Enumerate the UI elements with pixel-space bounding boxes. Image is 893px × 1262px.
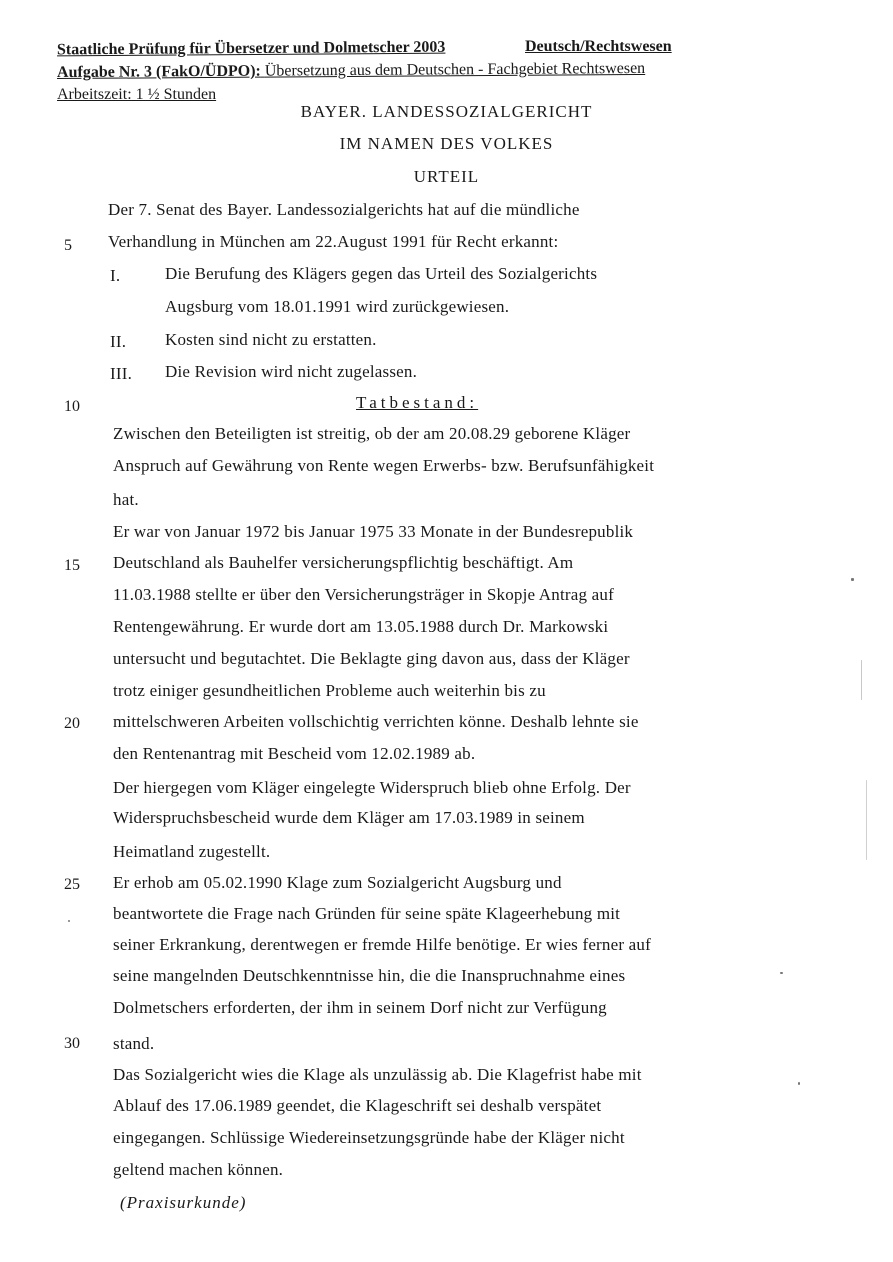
body-line: Dolmetschers erforderten, der ihm in seinem Dorf nicht zur Verfügung <box>113 998 607 1017</box>
body-line: Rentengewährung. Er wurde dort am 13.05.1988 durch Dr. Markowski <box>113 617 609 636</box>
body-line: Ablauf des 17.06.1989 geendet, die Klageschrift sei deshalb verspätet <box>113 1096 602 1115</box>
line-number: 15 <box>64 557 80 574</box>
verdict-title: URTEIL <box>413 167 480 186</box>
body-line: untersucht und begutachtet. Die Beklagte ging davon aus, dass der Kläger <box>113 649 630 668</box>
ruling-number: II. <box>110 332 127 351</box>
body-line: Heimatland zugestellt. <box>113 842 271 861</box>
body-line: Deutschland als Bauhelfer versicherungspflichtig beschäftigt. Am <box>113 553 574 572</box>
ruling-number: III. <box>110 364 133 383</box>
body-line: Zwischen den Beteiligten ist streitig, ob der am 20.08.29 geborene Kläger <box>113 424 631 443</box>
line-number: 20 <box>64 715 80 732</box>
section-heading: Tatbestand: <box>356 393 479 412</box>
scan-speck <box>866 780 867 860</box>
task-number: Aufgabe Nr. 3 (FakO/ÜDPO): <box>56 62 261 82</box>
line-number: 10 <box>64 398 80 415</box>
body-line: stand. <box>113 1034 155 1053</box>
body-line: Anspruch auf Gewährung von Rente wegen Erwerbs- bzw. Berufsunfähigkeit <box>113 456 655 475</box>
task-description: Übersetzung aus dem Deutschen - Fachgebiet Rechtswesen <box>264 59 646 80</box>
body-line: seiner Erkrankung, derentwegen er fremde Hilfe benötige. Er wies ferner auf <box>113 935 651 954</box>
scan-speck <box>861 660 862 700</box>
ruling-text: Augsburg vom 18.01.1991 wird zurückgewiesen. <box>165 297 510 316</box>
body-line: Das Sozialgericht wies die Klage als unzulässig ab. Die Klagefrist habe mit <box>113 1065 642 1084</box>
source-note: (Praxisurkunde) <box>120 1193 247 1212</box>
scan-speck <box>68 920 70 922</box>
body-line: hat. <box>113 490 139 509</box>
line-number: 30 <box>64 1035 80 1052</box>
ruling-text: Kosten sind nicht zu erstatten. <box>165 330 377 349</box>
scan-speck <box>798 1082 800 1085</box>
body-line: den Rentenantrag mit Bescheid vom 12.02.1989 ab. <box>113 744 476 763</box>
ruling-number: I. <box>110 266 121 285</box>
court-name: BAYER. LANDESSOZIALGERICHT <box>300 102 593 121</box>
scan-speck <box>851 578 854 581</box>
scan-speck <box>780 972 783 974</box>
exam-subject: Deutsch/Rechtswesen <box>525 38 672 55</box>
task-line <box>57 60 645 82</box>
body-line: Widerspruchsbescheid wurde dem Kläger am 17.03.1989 in seinem <box>113 808 585 827</box>
body-line: trotz einiger gesundheitlichen Probleme auch weiterhin bis zu <box>113 681 546 700</box>
ruling-text: Die Revision wird nicht zugelassen. <box>165 362 418 381</box>
body-line: eingegangen. Schlüssige Wiedereinsetzungsgründe habe der Kläger nicht <box>113 1128 625 1147</box>
body-line: Er erhob am 05.02.1990 Klage zum Sozialgericht Augsburg und <box>113 873 562 892</box>
body-line: beantwortete die Frage nach Gründen für seine späte Klageerhebung mit <box>113 904 621 923</box>
body-line: seine mangelnden Deutschkenntnisse hin, die die Inanspruchnahme eines <box>113 966 626 985</box>
body-line: Der hiergegen vom Kläger eingelegte Widerspruch blieb ohne Erfolg. Der <box>113 778 631 797</box>
line-number: 5 <box>64 237 72 254</box>
body-line: mittelschweren Arbeiten vollschichtig verrichten könne. Deshalb lehnte sie <box>113 712 639 731</box>
intro-line: Der 7. Senat des Bayer. Landessozialgerichts hat auf die mündliche <box>108 200 580 219</box>
body-line: 11.03.1988 stellte er über den Versicherungsträger in Skopje Antrag auf <box>113 585 614 604</box>
body-line: Er war von Januar 1972 bis Januar 1975 33 Monate in der Bundesrepublik <box>113 522 634 541</box>
line-number: 25 <box>64 876 80 893</box>
in-the-name-of-the-people: IM NAMEN DES VOLKES <box>339 134 554 153</box>
intro-line: Verhandlung in München am 22.August 1991 für Recht erkannt: <box>108 232 559 251</box>
working-time: Arbeitszeit: 1 ½ Stunden <box>57 86 217 103</box>
body-line: geltend machen können. <box>113 1160 284 1179</box>
ruling-text: Die Berufung des Klägers gegen das Urteil des Sozialgerichts <box>165 264 598 283</box>
exam-title: Staatliche Prüfung für Übersetzer und Dolmetscher 2003 <box>56 38 446 59</box>
